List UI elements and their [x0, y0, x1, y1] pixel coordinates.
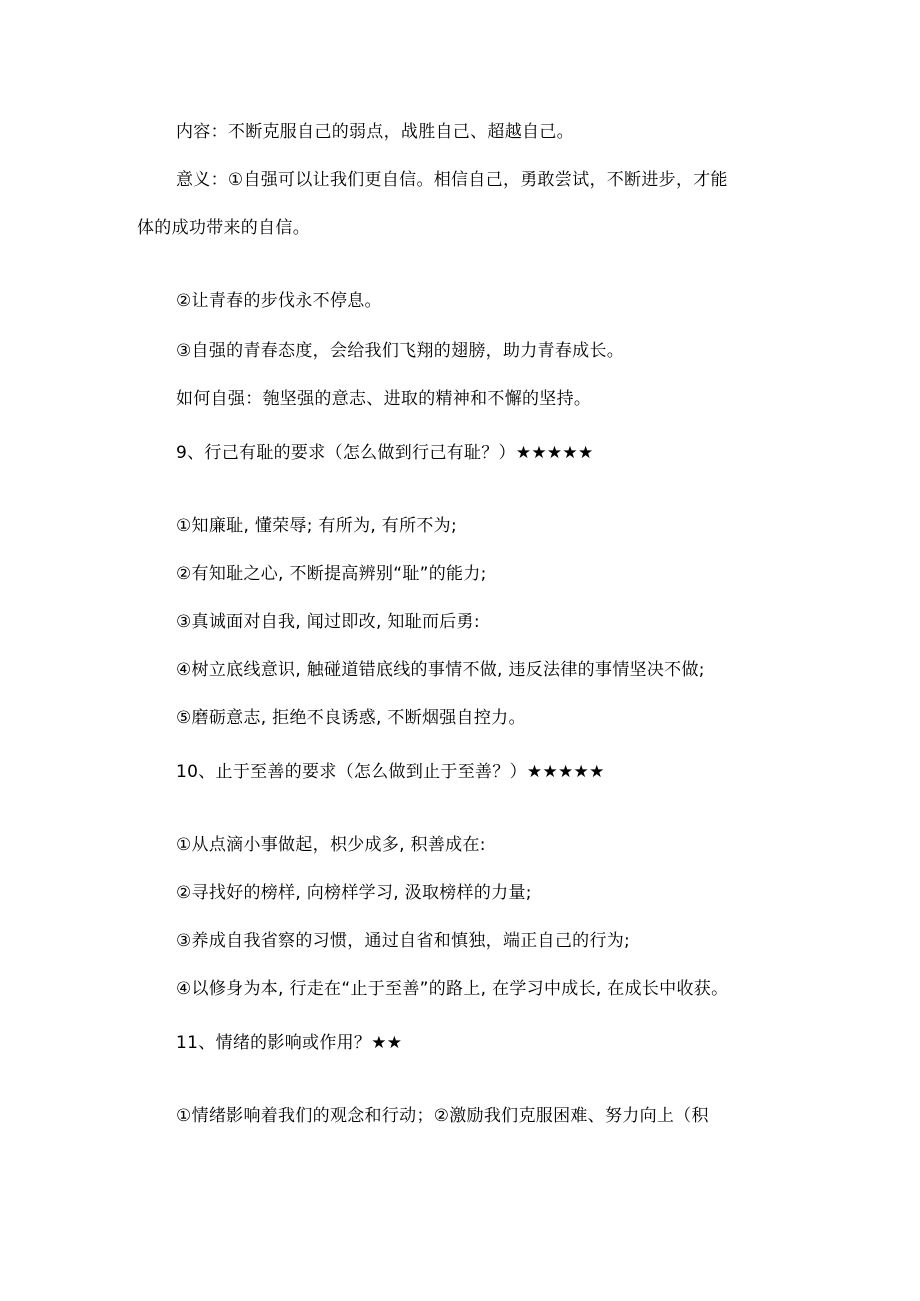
list-item-2: ②让青春的步伐永不停息。 — [176, 291, 382, 311]
paragraph-meaning-continued: 体的成功带来的自信。 — [137, 218, 310, 238]
section-10-item-3: ③养成自我省察的习惯，通过自省和慎独，端正自己的行为; — [176, 931, 631, 951]
section-heading-10: 10、止于至善的要求（怎么做到止于至善？）★★★★★ — [176, 762, 605, 782]
paragraph-content: 内容：不断克服自己的弱点，战胜自己、超越自己。 — [176, 122, 574, 142]
section-9-item-4: ④树立底线意识, 触碰道错底线的事情不做, 违反法律的事情坚决不做; — [176, 660, 705, 680]
section-9-item-1: ①知廉耻, 懂荣辱; 有所为, 有所不为; — [176, 516, 458, 536]
section-9-item-2: ②有知耻之心, 不断提高辨别“耻”的能力; — [176, 564, 487, 584]
paragraph-how: 如何自强：匏坚强的意志、进取的精神和不懈的坚持。 — [176, 389, 592, 409]
list-item-3: ③自强的青春态度，会给我们飞翔的翅膀，助力青春成长。 — [176, 341, 625, 361]
section-9-item-5: ⑤磨砺意志, 拒绝不良诱惑, 不断烟强自控力。 — [176, 708, 526, 728]
section-10-item-2: ②寻找好的榜样, 向榜样学习, 汲取榜样的力量; — [176, 883, 532, 903]
section-heading-11: 11、情绪的影响或作用？★★ — [176, 1033, 403, 1053]
section-10-item-4: ④以修身为本, 行走在“止于至善”的路上, 在学习中成长, 在成长中收获。 — [176, 979, 729, 999]
section-heading-9: 9、行己有耻的要求（怎么做到行己有耻？）★★★★★ — [176, 443, 594, 463]
section-9-item-3: ③真诚面对自我, 闻过即改, 知耻而后勇: — [176, 612, 480, 632]
section-11-item-1: ①情绪影响着我们的观念和行动；②激励我们克服困难、努力向上（积 — [176, 1106, 709, 1126]
section-10-item-1: ①从点滴小事做起，枳少成多, 积善成在: — [176, 835, 486, 855]
paragraph-meaning: 意义：①自强可以让我们更自信。相信自己，勇敢尝试，不断进步，才能 — [176, 170, 728, 190]
